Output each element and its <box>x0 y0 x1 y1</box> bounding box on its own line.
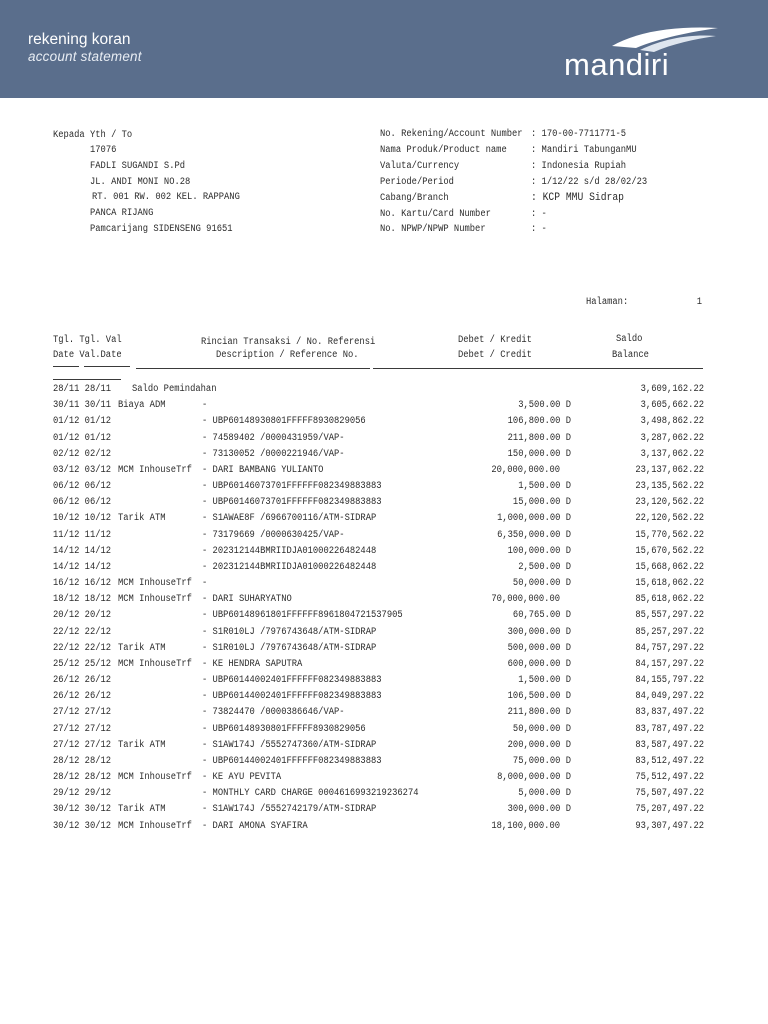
tx-balance: 22,120,562.22 <box>635 513 704 525</box>
table-row <box>0 675 768 691</box>
tx-balance: 84,157,297.22 <box>635 658 704 670</box>
tx-amount: 1,500.00 D <box>518 481 571 492</box>
col-desc-header: Rincian Transaksi / No. Referensi <box>201 337 376 348</box>
tx-balance: 23,135,562.22 <box>635 481 704 492</box>
tx-amount: 75,000.00 D <box>512 755 571 767</box>
tx-description: - UBP60148961801FFFFFF8961804721537905 <box>202 610 403 622</box>
tx-balance: 15,668,062.22 <box>635 561 704 573</box>
tx-amount: 200,000.00 D <box>507 739 571 751</box>
tx-date: 02/12 02/12 <box>53 448 112 460</box>
tx-type: Tarik ATM <box>118 513 166 525</box>
tx-date: 22/12 22/12 <box>53 642 112 654</box>
table-row <box>0 546 768 562</box>
account-field-label: Valuta/Currency <box>380 161 460 172</box>
tx-amount: 8,000,000.00 D <box>497 772 571 784</box>
tx-amount: 3,500.00 D <box>518 400 571 412</box>
tx-description: - UBP60144002401FFFFFF082349883883 <box>202 691 382 703</box>
tx-description: - DARI AMONA SYAFIRA <box>202 820 308 832</box>
logo-text: mandiri <box>564 47 670 82</box>
account-field-value: : Mandiri TabunganMU <box>531 145 637 156</box>
tx-amount: 500,000.00 D <box>507 642 571 654</box>
tx-date: 01/12 01/12 <box>53 432 112 444</box>
recipient-line: 17076 <box>90 145 117 156</box>
tx-balance: 75,507,497.22 <box>635 788 704 800</box>
recipient-line: RT. 001 RW. 002 KEL. RAPPANG <box>92 192 240 203</box>
tx-amount: 2,500.00 D <box>518 561 571 573</box>
tx-date: 20/12 20/12 <box>53 610 112 622</box>
recipient-line: PANCA RIJANG <box>90 208 154 219</box>
table-row <box>0 513 768 529</box>
table-row <box>0 594 768 610</box>
table-row <box>0 497 768 513</box>
tx-balance: 85,257,297.22 <box>635 626 704 638</box>
tx-balance: 83,787,497.22 <box>635 723 704 735</box>
recipient-line: Pamcarijang SIDENSENG 91651 <box>90 224 233 235</box>
tx-balance: 83,587,497.22 <box>635 739 704 751</box>
table-row <box>0 627 768 643</box>
account-field-value: : 1/12/22 s/d 28/02/23 <box>531 177 648 188</box>
account-field-label: Periode/Period <box>380 177 454 188</box>
col-balance-header: Saldo <box>616 334 643 345</box>
account-field-value: : - <box>531 209 547 220</box>
header-rule <box>136 368 370 369</box>
tx-date: 11/12 11/12 <box>53 529 112 541</box>
page-number: 1 <box>696 297 702 308</box>
table-row <box>0 691 768 707</box>
tx-type: Tarik ATM <box>118 804 166 816</box>
tx-amount: 70,000,000.00 <box>491 594 560 606</box>
tx-type: Biaya ADM <box>118 400 166 412</box>
col-date-header-en: Date Val.Date <box>53 350 122 361</box>
tx-type: MCM InhouseTrf <box>118 658 192 670</box>
tx-amount: 60,765.00 D <box>512 610 571 622</box>
tx-description: - UBP60144002401FFFFFF082349883883 <box>202 675 382 687</box>
tx-amount: 300,000.00 D <box>507 626 571 638</box>
tx-date: 27/12 27/12 <box>53 723 112 735</box>
account-field-value: : - <box>531 224 547 235</box>
table-row <box>0 610 768 626</box>
tx-balance: 3,137,062.22 <box>640 448 704 460</box>
tx-description: - 73179669 /0000630425/VAP- <box>202 529 345 541</box>
header-rule <box>53 366 79 367</box>
tx-amount: 106,800.00 D <box>507 416 571 428</box>
tx-type: MCM InhouseTrf <box>118 820 192 832</box>
tx-balance: 84,155,797.22 <box>635 675 704 687</box>
tx-balance: 75,512,497.22 <box>635 772 704 784</box>
tx-description: - KE HENDRA SAPUTRA <box>202 658 303 670</box>
tx-date: 26/12 26/12 <box>53 691 112 703</box>
account-field-label: No. Rekening/Account Number <box>380 129 523 140</box>
table-row <box>0 740 768 756</box>
tx-balance: 15,770,562.22 <box>635 529 704 541</box>
tx-balance: 3,498,862.22 <box>640 416 704 428</box>
tx-description: - KE AYU PEVITA <box>202 772 282 784</box>
tx-amount: 50,000.00 D <box>512 578 571 589</box>
tx-description: - 202312144BMRIIDJA01000226482448 <box>202 561 377 573</box>
tx-date: 26/12 26/12 <box>53 675 112 687</box>
table-row <box>0 433 768 449</box>
account-field-label: Cabang/Branch <box>380 193 449 204</box>
tx-balance: 85,618,062.22 <box>635 594 704 606</box>
tx-amount: 600,000.00 D <box>507 658 571 670</box>
col-amount-header: Debet / Kredit <box>458 335 532 346</box>
tx-date: 25/12 25/12 <box>53 658 112 670</box>
tx-balance: 23,137,062.22 <box>635 464 704 476</box>
tx-type: MCM InhouseTrf <box>118 578 192 589</box>
statement-header <box>0 0 768 98</box>
tx-balance: 3,605,662.22 <box>640 400 704 412</box>
col-desc-header-en: Description / Reference No. <box>216 350 359 361</box>
tx-balance: 84,757,297.22 <box>635 642 704 654</box>
table-row <box>0 562 768 578</box>
tx-amount: 300,000.00 D <box>507 804 571 816</box>
table-row <box>0 481 768 497</box>
tx-date: 22/12 22/12 <box>53 626 112 638</box>
table-row <box>0 724 768 740</box>
table-row <box>0 530 768 546</box>
tx-date: 14/12 14/12 <box>53 545 112 557</box>
header-title: rekening koran <box>28 31 131 48</box>
tx-balance: 15,618,062.22 <box>635 578 704 589</box>
tx-amount: 50,000.00 D <box>512 723 571 735</box>
account-field-label: No. Kartu/Card Number <box>380 209 491 220</box>
account-field-value: : 170-00-7711771-5 <box>531 129 627 140</box>
tx-date: 10/12 10/12 <box>53 513 112 525</box>
tx-description: - <box>202 578 208 589</box>
tx-date: 29/12 29/12 <box>53 788 112 800</box>
tx-date: 27/12 27/12 <box>53 739 112 751</box>
tx-date: 18/12 18/12 <box>53 594 112 606</box>
tx-description: - S1AWAE8F /6966700116/ATM-SIDRAP <box>202 513 377 525</box>
tx-date: 27/12 27/12 <box>53 707 112 719</box>
header-rule <box>53 379 121 380</box>
tx-description: - UBP60146073701FFFFFF082349883883 <box>202 481 382 492</box>
tx-description: - 73824470 /0000386646/VAP- <box>202 707 345 719</box>
tx-description: - S1R010LJ /7976743648/ATM-SIDRAP <box>202 642 377 654</box>
tx-type: MCM InhouseTrf <box>118 594 192 606</box>
tx-date: 16/12 16/12 <box>53 578 112 589</box>
table-row <box>0 772 768 788</box>
tx-balance: 83,837,497.22 <box>635 707 704 719</box>
tx-date: 03/12 03/12 <box>53 464 112 476</box>
recipient-label: Kepada Yth / To <box>53 130 133 141</box>
tx-type: Tarik ATM <box>118 642 166 654</box>
tx-amount: 5,000.00 D <box>518 788 571 800</box>
header-rule <box>84 366 130 367</box>
tx-amount: 150,000.00 D <box>507 448 571 460</box>
tx-balance: 3,287,062.22 <box>640 432 704 444</box>
tx-description: Saldo Pemindahan <box>132 384 217 395</box>
table-row <box>0 804 768 820</box>
tx-amount: 106,500.00 D <box>507 691 571 703</box>
tx-balance: 3,609,162.22 <box>640 384 704 395</box>
table-row <box>0 578 768 594</box>
tx-description: - S1AW174J /5552747360/ATM-SIDRAP <box>202 739 377 751</box>
col-balance-header-en: Balance <box>612 350 649 361</box>
tx-amount: 100,000.00 D <box>507 545 571 557</box>
tx-description: - UBP60148930801FFFFF8930829056 <box>202 723 366 735</box>
header-subtitle: account statement <box>28 49 142 64</box>
account-field-label: Nama Produk/Product name <box>380 145 507 156</box>
table-row <box>0 449 768 465</box>
tx-amount: 211,800.00 D <box>507 432 571 444</box>
tx-description: - UBP60146073701FFFFFF082349883883 <box>202 497 382 509</box>
tx-balance: 85,557,297.22 <box>635 610 704 622</box>
col-date-header: Tgl. Tgl. Val <box>53 335 122 346</box>
recipient-line: FADLI SUGANDI S.Pd <box>90 161 186 172</box>
tx-date: 30/12 30/12 <box>53 820 112 832</box>
tx-balance: 23,120,562.22 <box>635 497 704 509</box>
tx-date: 30/12 30/12 <box>53 804 112 816</box>
tx-balance: 83,512,497.22 <box>635 755 704 767</box>
table-row <box>0 788 768 804</box>
tx-description: - 74589402 /0000431959/VAP- <box>202 432 345 444</box>
tx-description: - MONTHLY CARD CHARGE 0004616993219236274 <box>202 788 419 800</box>
tx-balance: 84,049,297.22 <box>635 691 704 703</box>
tx-description: - S1R010LJ /7976743648/ATM-SIDRAP <box>202 626 377 638</box>
tx-date: 01/12 01/12 <box>53 416 112 428</box>
tx-description: - 73130052 /0000221946/VAP- <box>202 448 345 460</box>
table-row <box>0 643 768 659</box>
tx-type: Tarik ATM <box>118 739 166 751</box>
tx-description: - UBP60148930801FFFFF8930829056 <box>202 416 366 428</box>
tx-description: - DARI BAMBANG YULIANTO <box>202 464 324 476</box>
tx-balance: 75,207,497.22 <box>635 804 704 816</box>
tx-amount: 6,350,000.00 D <box>497 529 571 541</box>
tx-balance: 93,307,497.22 <box>635 820 704 832</box>
table-row <box>0 384 768 400</box>
tx-amount: 211,800.00 D <box>507 707 571 719</box>
tx-description: - UBP60144002401FFFFFF082349883883 <box>202 755 382 767</box>
tx-date: 28/12 28/12 <box>53 772 112 784</box>
tx-date: 06/12 06/12 <box>53 497 112 509</box>
account-field-label: No. NPWP/NPWP Number <box>380 224 486 235</box>
tx-date: 28/12 28/12 <box>53 755 112 767</box>
tx-description: - 202312144BMRIIDJA01000226482448 <box>202 545 377 557</box>
tx-amount: 1,500.00 D <box>518 675 571 687</box>
tx-description: - DARI SUHARYATNO <box>202 594 292 606</box>
header-rule <box>373 368 703 369</box>
page-label: Halaman: <box>586 297 629 308</box>
tx-description: - <box>202 400 208 412</box>
tx-type: MCM InhouseTrf <box>118 772 192 784</box>
table-row <box>0 707 768 723</box>
col-amount-header-en: Debet / Credit <box>458 350 532 361</box>
tx-date: 06/12 06/12 <box>53 481 112 492</box>
table-row <box>0 416 768 432</box>
tx-date: 28/11 28/11 <box>53 384 112 395</box>
mandiri-logo <box>560 24 720 84</box>
table-row <box>0 400 768 416</box>
tx-date: 14/12 14/12 <box>53 561 112 573</box>
account-field-value: : KCP MMU Sidrap <box>531 192 624 204</box>
recipient-line: JL. ANDI MONI NO.28 <box>90 177 191 188</box>
tx-amount: 1,000,000.00 D <box>497 513 571 525</box>
table-row <box>0 756 768 772</box>
table-row <box>0 659 768 675</box>
tx-amount: 18,100,000.00 <box>491 820 560 832</box>
tx-type: MCM InhouseTrf <box>118 464 192 476</box>
account-field-value: : Indonesia Rupiah <box>531 161 627 172</box>
tx-balance: 15,670,562.22 <box>635 545 704 557</box>
tx-amount: 15,000.00 D <box>512 497 571 509</box>
table-row <box>0 465 768 481</box>
tx-description: - S1AW174J /5552742179/ATM-SIDRAP <box>202 804 377 816</box>
tx-date: 30/11 30/11 <box>53 400 112 412</box>
table-row <box>0 821 768 837</box>
tx-amount: 20,000,000.00 <box>491 464 560 476</box>
